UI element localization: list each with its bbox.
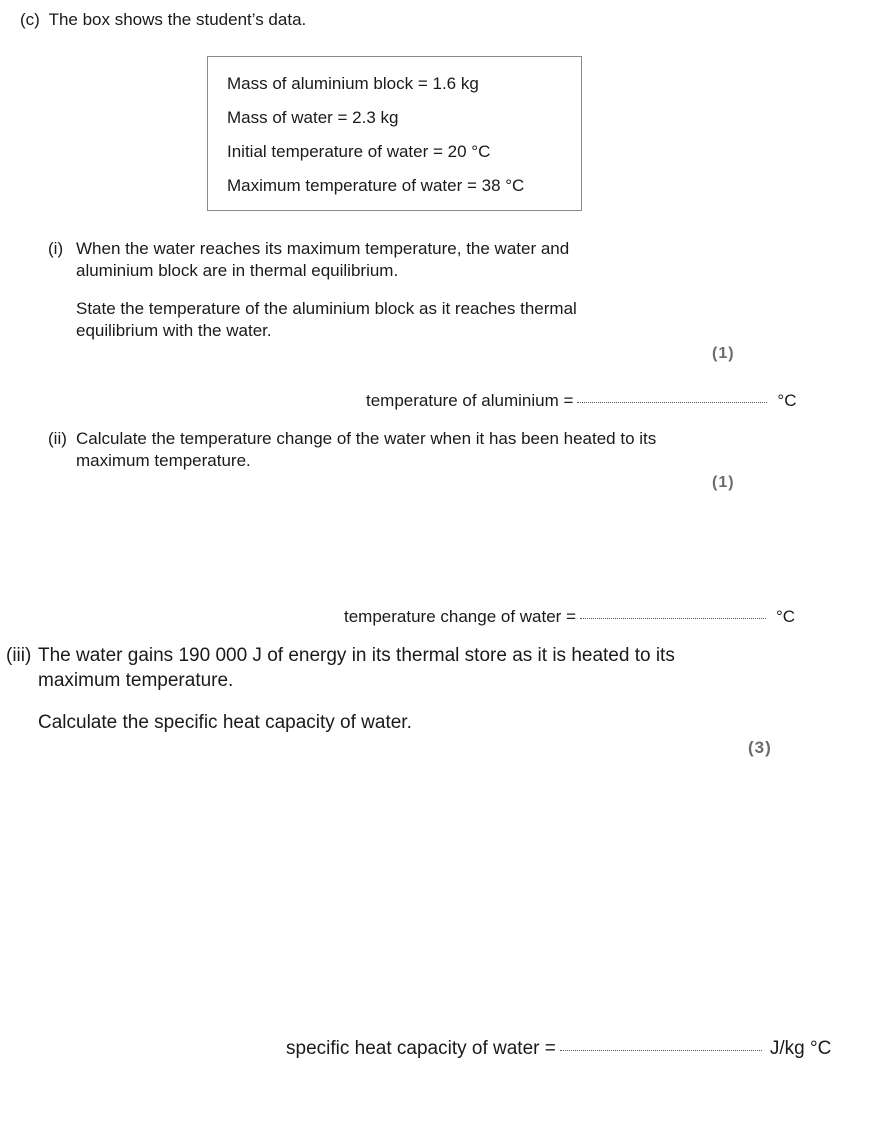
q-iii-line1: The water gains 190 000 J of energy in its thermal store as it is heated to its: [38, 645, 675, 666]
q-i-marks: (1): [712, 345, 735, 362]
part-c-intro: The box shows the student’s data.: [48, 10, 307, 29]
q-iii-answer-unit: J/kg °C: [769, 1038, 832, 1059]
part-c-label: (c): [20, 10, 40, 29]
data-line-max-temp: Maximum temperature of water = 38 °C: [227, 176, 525, 195]
data-line-water-mass: Mass of water = 2.3 kg: [227, 108, 399, 127]
q-ii-marks: (1): [712, 474, 735, 491]
q-i-line3: State the temperature of the aluminium block as it reaches thermal: [76, 299, 577, 318]
q-iii-line2: maximum temperature.: [38, 670, 234, 691]
q-iii-marks: (3): [748, 738, 772, 757]
q-ii-line2: maximum temperature.: [76, 451, 251, 470]
q-iii-label: (iii): [6, 645, 32, 666]
q-ii-line1: Calculate the temperature change of the water when it has been heated to its: [76, 429, 657, 448]
q-ii-answer-row: [344, 606, 795, 628]
q-i-line2: aluminium block are in thermal equilibrium.: [76, 261, 399, 280]
q-i-answer-line[interactable]: [577, 401, 767, 403]
q-i-line1: When the water reaches its maximum temperature, the water and: [76, 239, 570, 258]
part-c-heading: [20, 9, 306, 31]
q-i-answer-label: temperature of aluminium =: [366, 391, 574, 410]
q-ii-answer-label: temperature change of water =: [344, 607, 576, 626]
q-i-label: (i): [48, 239, 64, 258]
q-i-answer-row: [366, 390, 796, 412]
q-i-line4: equilibrium with the water.: [76, 321, 272, 340]
q-ii-answer-line[interactable]: [580, 617, 766, 619]
q-i-answer-unit: °C: [777, 391, 797, 410]
data-line-aluminium-mass: Mass of aluminium block = 1.6 kg: [227, 74, 479, 93]
student-data-box: [207, 56, 582, 211]
q-iii-answer-label: specific heat capacity of water =: [286, 1038, 556, 1059]
q-iii-answer-row: [286, 1036, 831, 1061]
q-ii-label: (ii): [48, 429, 67, 448]
q-iii-line3: Calculate the specific heat capacity of water.: [38, 712, 412, 733]
q-ii-answer-unit: °C: [776, 607, 796, 626]
data-line-initial-temp: Initial temperature of water = 20 °C: [227, 142, 491, 161]
q-iii-answer-line[interactable]: [560, 1049, 762, 1051]
